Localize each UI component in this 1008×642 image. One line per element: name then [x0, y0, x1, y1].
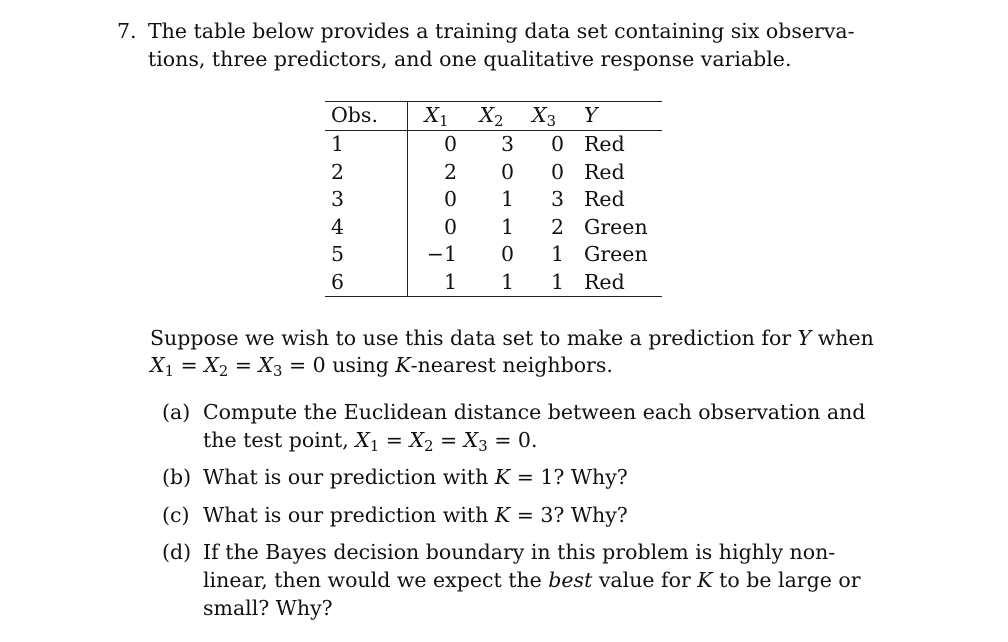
part-c-line-1: What is our prediction with K = 3? Why?	[203, 503, 628, 527]
header-x1: $X_1$	[408, 102, 466, 131]
cell-obs: 5	[325, 241, 408, 269]
table-row	[325, 269, 662, 297]
cell-y: Green	[584, 242, 648, 266]
cell-x1: 0	[443, 214, 457, 239]
cell-x2: 0	[500, 242, 514, 266]
table-header-row	[325, 102, 662, 131]
cell-x2: 1	[500, 187, 514, 211]
cell-x2: 1	[465, 269, 518, 297]
table-row	[325, 186, 662, 214]
header-x2: $X_2$	[465, 102, 518, 131]
table-row	[325, 159, 662, 187]
question-intro-line-1: The table below provides a training data set containing six observa-	[148, 19, 855, 43]
table-row	[325, 214, 662, 242]
header-x3: $X_3$	[518, 102, 570, 131]
cell-y: Red	[584, 132, 625, 156]
cell-x1: 1	[408, 269, 466, 297]
part-c-label: (c)	[162, 503, 190, 527]
part-d-line-2: linear, then would we expect the best value for K to be large or	[203, 568, 861, 592]
cell-obs: 1	[325, 131, 408, 159]
cell-x3: 0	[550, 159, 564, 184]
cell-x1: 0	[443, 187, 457, 211]
part-d-line-3: small? Why?	[203, 596, 333, 620]
part-d-line-1: If the Bayes decision boundary in this problem is highly non-	[203, 540, 836, 564]
table-row	[325, 131, 662, 159]
part-d-label: (d)	[162, 540, 192, 564]
body-line-1: Suppose we wish to use this data set to make a prediction for Y when	[150, 326, 874, 350]
part-a-label: (a)	[162, 400, 191, 424]
cell-y: Red	[584, 187, 625, 211]
question-intro-line-2: tions, three predictors, and one qualitative response variable.	[148, 47, 792, 71]
part-a-line-2: the test point, $X_1 = X_2 = X_3 = 0$.	[203, 428, 538, 456]
part-b-line-1: What is our prediction with K = 1? Why?	[203, 465, 628, 489]
part-b-label: (b)	[162, 465, 192, 489]
cell-x3: 0	[550, 132, 564, 156]
header-obs: Obs.	[325, 102, 408, 131]
question-number: 7.	[117, 19, 137, 43]
cell-x1: 2	[443, 159, 457, 184]
cell-y: Red	[584, 159, 625, 184]
cell-x1: 0	[443, 132, 457, 156]
cell-x2: 1	[500, 214, 514, 239]
cell-x2: 0	[500, 159, 514, 184]
cell-x3: 1	[518, 269, 570, 297]
cell-x1: −1	[426, 242, 457, 266]
body-line-2: $X_1 = X_2 = X_3 = 0$ using K-nearest neighbors.	[150, 353, 613, 381]
cell-obs: 6	[325, 269, 408, 297]
cell-y: Green	[584, 214, 648, 239]
training-data-table	[325, 101, 662, 297]
cell-x3: 3	[550, 187, 564, 211]
cell-y: Red	[570, 269, 662, 297]
part-a-line-1: Compute the Euclidean distance between each observation and	[203, 400, 866, 424]
cell-x2: 3	[500, 132, 514, 156]
table-row	[325, 241, 662, 269]
cell-obs: 3	[325, 186, 408, 214]
cell-x3: 2	[550, 214, 564, 239]
cell-obs: 2	[325, 159, 408, 187]
test-point-equation: $X_1 = X_2 = X_3 = 0$	[150, 353, 326, 381]
cell-obs: 4	[325, 214, 408, 242]
header-y: Y	[570, 102, 662, 131]
cell-x3: 1	[550, 242, 564, 266]
